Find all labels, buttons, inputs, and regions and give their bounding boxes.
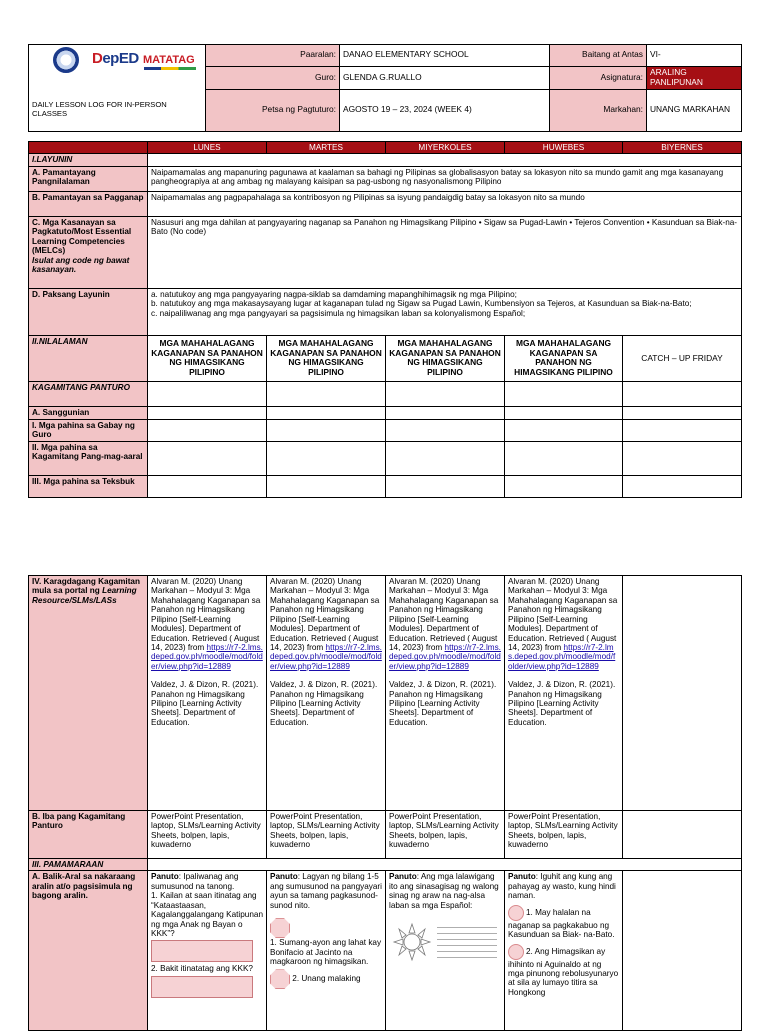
- kagamitang-panturo-heading: KAGAMITANG PANTURO: [29, 381, 148, 406]
- ref-cell-huwebes: [505, 576, 623, 811]
- ref2-text: Valdez, J. & Dizon, R. (2021). Panahon ng Himagsikang Pilipino [Learning Activity Sheets]. Department of Education.: [270, 680, 378, 727]
- panuto-label: Panuto: [389, 872, 417, 882]
- nilalaman-martes: MGA MAHAHALAGANG KAGANAPAN SA PANAHON NG HIMAGSIKANG PILIPINO: [267, 335, 386, 381]
- paksang-layunin-cell: [148, 288, 742, 335]
- balik-aral-miyerkoles: [386, 871, 505, 1031]
- blank-cell: [623, 811, 742, 859]
- nilalaman-huwebes: MGA MAHAHALAGANG KAGANAPAN SA PANAHON NG HIMAGSIKANG PILIPINO: [505, 335, 623, 381]
- sun-icon: [389, 922, 435, 962]
- paksang-layunin-c: c. naipaliliwanag ang mga pangyayari sa pagsisimula ng himagsikan laban sa kolonyalismong Español;: [151, 308, 526, 318]
- circle-answer-icon[interactable]: [508, 944, 524, 960]
- blank-cell: [386, 419, 505, 441]
- ref1-text: Alvaran M. (2020) Unang Markahan – Modyul 3: Mga Mahahalagang Kaganapan sa Panahon ng Himagsikang Pilipino [Self-Learning Modules]. Department of Education. Retrieved ( August 14, 2023) from: [508, 577, 618, 652]
- melc-note: Isulat ang code ng bawat kasanayan.: [32, 255, 130, 274]
- baitang-value: VI-: [647, 45, 742, 67]
- asignatura-value: ARALING PANLIPUNAN: [647, 66, 742, 89]
- blank-cell: [148, 419, 267, 441]
- melc-text: Nasusuri ang mga dahilan at pangyayaring naganap sa Panahon ng Himagsikang Pilipino • Sigaw sa Pugad-Lawin • Tejeros Convention • Kasunduan sa Biak-na-Bato (No code): [148, 216, 742, 288]
- guro-label: Guro:: [206, 66, 340, 89]
- wed-directions: : Ang mga lalawigang ito ang sinasagisag ng walong sinag ng araw na nag-alsa laban sa mga Español:: [389, 872, 499, 910]
- melc-label-cell: [29, 216, 148, 288]
- blank-cell: [623, 381, 742, 406]
- mon-directions: : Ipaliwanag ang sumusunod na tanong.: [151, 872, 239, 891]
- panuto-label: Panuto: [151, 872, 179, 882]
- balik-aral-martes: [267, 871, 386, 1031]
- ref1-link[interactable]: https://r7-2.lms.deped.gov.ph/moodle/mod/folder/view.php?id=12889: [389, 642, 501, 671]
- balik-aral-lunes: [148, 871, 267, 1031]
- markahan-value: UNANG MARKAHAN: [647, 89, 742, 131]
- matatag-logo: MATATAG: [143, 54, 195, 66]
- sanggunian-label: A. Sanggunian: [29, 406, 148, 419]
- blank-cell: [505, 441, 623, 475]
- blank-cell: [148, 441, 267, 475]
- mon-question-1: 1. Kailan at saan itinatag ang “Kataastaasan, Kagalanggalangang Katipunan ng mga Anak ng Bayan o KKK”?: [151, 891, 263, 938]
- tue-item-2: 2. Unang malaking: [292, 974, 361, 984]
- blank-cell: [505, 381, 623, 406]
- ref-cell-miyerkoles: [386, 576, 505, 811]
- balik-aral-label: A. Balik-Aral sa nakaraang aralin at/o pagsisimula ng bagong aralin.: [29, 871, 148, 1031]
- lesson-table-page1: [28, 141, 742, 498]
- ref2-text: Valdez, J. & Dizon, R. (2021). Panahon ng Himagsikang Pilipino [Learning Activity Sheets]. Department of Education.: [508, 680, 616, 727]
- day-header-miyerkoles: MIYERKOLES: [386, 142, 505, 154]
- blank-cell: [505, 419, 623, 441]
- blank-cell: [505, 475, 623, 497]
- blank-cell: [148, 475, 267, 497]
- blank-cell: [267, 475, 386, 497]
- blank-cell: [623, 419, 742, 441]
- ref1-link[interactable]: https://r7-2.lms.deped.gov.ph/moodle/mod/folder/view.php?id=12889: [508, 642, 616, 671]
- pamamaraan-blank: [148, 859, 742, 871]
- pamantayang-pangnilalaman-text: Naipamamalas ang mapanuring pagunawa at kaalaman sa bahagi ng Pilipinas sa globalisasyon batay sa lokasyon nito sa mundo gamit ang mga kasanayang pangheograpiya at ang ambag ng malayang kaisipan sa pag-usbong ng nasyonalismong Pilipino: [148, 166, 742, 191]
- asignatura-label: Asignatura:: [550, 66, 647, 89]
- blank-cell: [267, 406, 386, 419]
- blank-cell: [623, 475, 742, 497]
- balik-aral-huwebes: [505, 871, 623, 1031]
- layunin-heading: I.LAYUNIN: [29, 154, 148, 166]
- nilalaman-miyerkoles: MGA MAHAHALAGANG KAGANAPAN SA PANAHON NG HIMAGSIKANG PILIPINO: [386, 335, 505, 381]
- karagdagang-label-text: IV. Karagdagang Kagamitan mula sa portal ng: [32, 577, 140, 596]
- deped-seal-icon: [53, 47, 79, 73]
- logo-cell: [29, 45, 206, 90]
- pamantayan-pagganap-text: Naipamamalas ang pagpapahalaga sa kontribosyon ng Pilipinas sa isyung pandaigdig batay sa lokasyon nito sa mundo: [148, 191, 742, 216]
- ref1-text: Alvaran M. (2020) Unang Markahan – Modyul 3: Mga Mahahalagang Kaganapan sa Panahon ng Himagsikang Pilipino [Self-Learning Modules]. Department of Education. Retrieved ( August 14, 2023) from: [270, 577, 380, 652]
- blank-cell: [386, 381, 505, 406]
- paksang-layunin-b: b. natutukoy ang mga makasaysayang lugar at kaganapan tulad ng Sigaw sa Pugad Lawin, Kumbensiyon sa Tejeros, at Kasunduan sa Biak-na-Bato;: [151, 299, 692, 309]
- blank-cell: [386, 406, 505, 419]
- ref-cell-martes: [267, 576, 386, 811]
- pamamaraan-heading: III. PAMAMARAAN: [29, 859, 148, 871]
- ref1-text: Alvaran M. (2020) Unang Markahan – Modyul 3: Mga Mahahalagang Kaganapan sa Panahon ng Himagsikang Pilipino [Self-Learning Modules]. Department of Education. Retrieved ( August 14, 2023) from: [151, 577, 261, 652]
- lesson-table-page2: [28, 575, 742, 1031]
- thu-item-2: 2. Ang Himagsikan ay ihihinto ni Aguinaldo at ng mga pinunong rebolusyunaryo at sila ay lumayo titira sa Hongkong: [508, 946, 619, 997]
- tue-item-1: 1. Sumang-ayon ang lahat kay Bonifacio at Jacinto na magkaroon ng himagsikan.: [270, 938, 382, 966]
- iba-pang-kagamitan-huwebes: PowerPoint Presentation, laptop, SLMs/Learning Activity Sheets, bolpen, lapis, kuwaderno: [505, 811, 623, 859]
- header-table: [28, 44, 742, 132]
- nilalaman-lunes: MGA MAHAHALAGANG KAGANAPAN SA PANAHON NG HIMAGSIKANG PILIPINO: [148, 335, 267, 381]
- teksbuk-label: III. Mga pahina sa Teksbuk: [29, 475, 148, 497]
- deped-logo: DepED: [92, 50, 139, 67]
- iba-pang-kagamitan-label: B. Iba pang Kagamitang Panturo: [29, 811, 148, 859]
- kagamitang-mag-aaral-label: II. Mga pahina sa Kagamitang Pang-mag-aaral: [29, 441, 148, 475]
- thu-item-1: 1. May halalan na naganap sa pagkakabuo ng Kasunduan sa Biak- na-Bato.: [508, 907, 615, 940]
- circle-answer-icon[interactable]: [508, 905, 524, 921]
- octagon-answer-icon[interactable]: [270, 918, 290, 938]
- markahan-label: Markahan:: [550, 89, 647, 131]
- blank-cell: [267, 381, 386, 406]
- day-header-blank: [29, 142, 148, 154]
- thu-directions: : Iguhit ang kung ang pahayag ay wasto, kung hindi naman.: [508, 872, 616, 901]
- ref2-text: Valdez, J. & Dizon, R. (2021). Panahon ng Himagsikang Pilipino [Learning Activity Sheets]. Department of Education.: [151, 680, 259, 727]
- day-header-martes: MARTES: [267, 142, 386, 154]
- iba-pang-kagamitan-lunes: PowerPoint Presentation, laptop, SLMs/Learning Activity Sheets, bolpen, lapis, kuwaderno: [148, 811, 267, 859]
- octagon-answer-icon[interactable]: [270, 969, 290, 989]
- layunin-blank: [148, 154, 742, 166]
- iba-pang-kagamitan-miyerkoles: PowerPoint Presentation, laptop, SLMs/Learning Activity Sheets, bolpen, lapis, kuwaderno: [386, 811, 505, 859]
- answer-box[interactable]: [151, 940, 253, 962]
- nilalaman-biyernes: CATCH – UP FRIDAY: [623, 335, 742, 381]
- ref-cell-lunes: [148, 576, 267, 811]
- blank-cell: [267, 441, 386, 475]
- blank-cell: [386, 475, 505, 497]
- panuto-label: Panuto: [508, 872, 536, 882]
- blank-cell: [623, 406, 742, 419]
- blank-cell: [623, 441, 742, 475]
- ref-cell-biyernes: [623, 576, 742, 811]
- paksang-layunin-label: D. Paksang Layunin: [29, 288, 148, 335]
- ref1-link[interactable]: https://r7-2.lms.deped.gov.ph/moodle/mod/folder/view.php?id=12889: [270, 642, 382, 671]
- doc-type: DAILY LESSON LOG FOR IN-PERSON CLASSES: [29, 89, 206, 131]
- paaralan-value: DANAO ELEMENTARY SCHOOL: [340, 45, 550, 67]
- day-header-lunes: LUNES: [148, 142, 267, 154]
- pamantayan-pagganap-label: B. Pamantayan sa Pagganap: [29, 191, 148, 216]
- matatag-stripe: [144, 67, 196, 70]
- ref1-text: Alvaran M. (2020) Unang Markahan – Modyul 3: Mga Mahahalagang Kaganapan sa Panahon ng Himagsikang Pilipino [Self-Learning Modules]. Department of Education. Retrieved ( August 14, 2023) from: [389, 577, 499, 652]
- paaralan-label: Paaralan:: [206, 45, 340, 67]
- blank-cell: [148, 381, 267, 406]
- day-header-huwebes: HUWEBES: [505, 142, 623, 154]
- iba-pang-kagamitan-martes: PowerPoint Presentation, laptop, SLMs/Learning Activity Sheets, bolpen, lapis, kuwaderno: [267, 811, 386, 859]
- baitang-label: Baitang at Antas: [550, 45, 647, 67]
- blank-cell: [148, 406, 267, 419]
- day-header-biyernes: BIYERNES: [623, 142, 742, 154]
- karagdagang-label-italic: Learning Resource/SLMs/LASs: [32, 586, 137, 605]
- mon-question-2: 2. Bakit itinatatag ang KKK?: [151, 964, 253, 974]
- petsa-value: AGOSTO 19 – 23, 2024 (WEEK 4): [340, 89, 550, 131]
- tue-directions: : Lagyan ng bilang 1-5 ang sumusunod na pangyayari ayun sa tamang pagkasunod-sunod nito.: [270, 872, 382, 910]
- answer-lines[interactable]: [437, 922, 497, 962]
- blank-cell: [267, 419, 386, 441]
- guro-value: GLENDA G.RUALLO: [340, 66, 550, 89]
- pamantayang-pangnilalaman-label: A. Pamantayang Pangnilalaman: [29, 166, 148, 191]
- answer-box[interactable]: [151, 976, 253, 998]
- ref2-text: Valdez, J. & Dizon, R. (2021). Panahon ng Himagsikang Pilipino [Learning Activity Sheets]. Department of Education.: [389, 680, 497, 727]
- blank-cell: [386, 441, 505, 475]
- ref1-link[interactable]: https://r7-2.lms.deped.gov.ph/moodle/mod/folder/view.php?id=12889: [151, 642, 263, 671]
- nilalaman-heading: II.NILALAMAN: [29, 335, 148, 381]
- karagdagang-kagamitan-label: [29, 576, 148, 811]
- petsa-label: Petsa ng Pagtuturo:: [206, 89, 340, 131]
- blank-cell: [623, 871, 742, 1031]
- panuto-label: Panuto: [270, 872, 298, 882]
- paksang-layunin-a: a. natutukoy ang mga pangyayaring nagpa-siklab sa damdaming mapanghihimagsik ng mga Pilipino;: [151, 289, 517, 299]
- melc-label: C. Mga Kasanayan sa Pagkatuto/Most Essential Learning Competencies (MELCs): [32, 217, 132, 256]
- gabay-guro-label: I. Mga pahina sa Gabay ng Guro: [29, 419, 148, 441]
- blank-cell: [505, 406, 623, 419]
